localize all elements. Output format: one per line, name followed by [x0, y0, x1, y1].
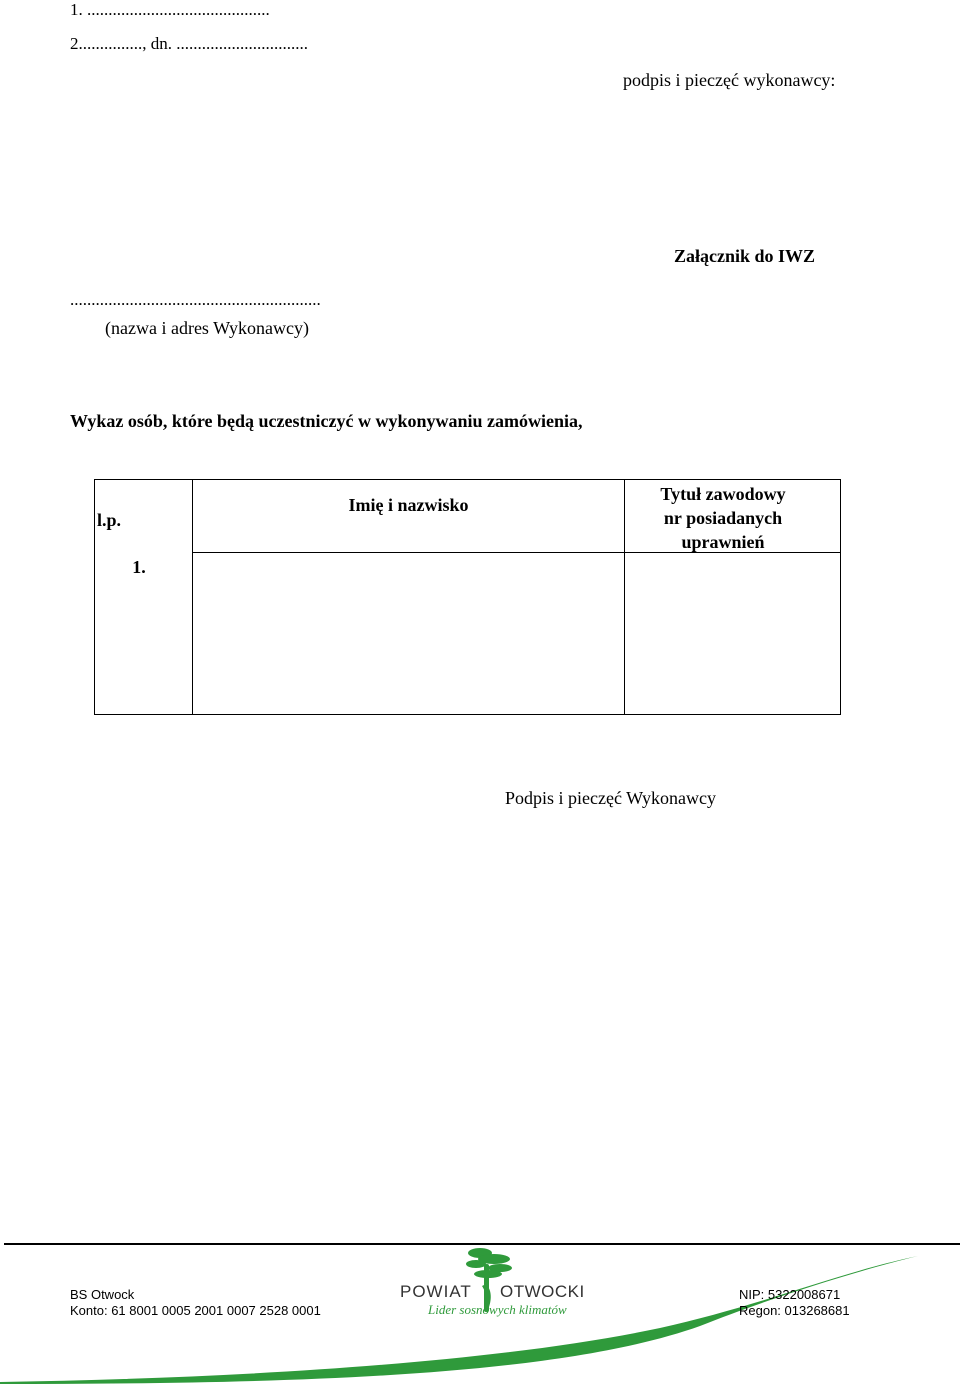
contractor-name-dots: ...........................................................: [70, 290, 321, 309]
table-header-title-line3: uprawnień: [681, 532, 765, 552]
table-header-name: Imię i nazwisko: [348, 495, 469, 515]
table-header-title-line1: Tytuł zawodowy: [660, 484, 786, 504]
powiat-otwocki-logo: [396, 1244, 592, 1328]
attachment-label: Załącznik do IWZ: [674, 246, 816, 266]
contractor-signature-label-top: podpis i pieczęć wykonawcy:: [623, 70, 836, 90]
footer-bank-name: BS Otwock: [70, 1287, 135, 1302]
footer-regon: Regon: 013268681: [739, 1303, 850, 1318]
table-row-lp: 1.: [132, 557, 146, 577]
personnel-table: [94, 479, 841, 715]
contractor-signature-label-bottom: Podpis i pieczęć Wykonawcy: [505, 788, 717, 808]
table-header-title-line2: nr posiadanych: [663, 508, 783, 528]
table-header-lp: l.p.: [97, 510, 122, 530]
footer-nip: NIP: 5322008671: [739, 1287, 841, 1302]
contractor-name-caption: (nazwa i adres Wykonawcy): [105, 318, 309, 338]
numbered-line-1: 1. ...........................................: [70, 0, 270, 19]
logo-text-right: OTWOCKI: [500, 1282, 585, 1301]
logo-slogan: Lider sosnowych klimatów: [428, 1302, 567, 1317]
logo-text-left: POWIAT: [400, 1282, 472, 1301]
footer-bank-account: Konto: 61 8001 0005 2001 0007 2528 0001: [70, 1303, 321, 1318]
document-heading: Wykaz osób, które będą uczestniczyć w wykonywaniu zamówienia,: [70, 411, 583, 431]
place-date-line: 2..............., dn. ...............................: [70, 34, 308, 53]
